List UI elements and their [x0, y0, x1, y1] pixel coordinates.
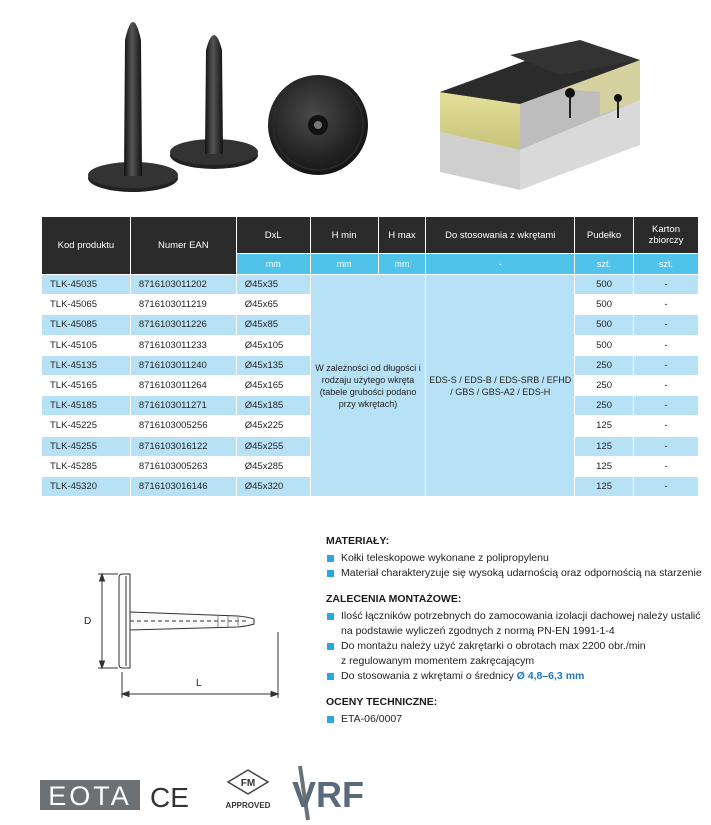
- materials-list: [326, 551, 706, 581]
- medium-fastener-image: [170, 35, 258, 169]
- cell-carton-qty: -: [634, 476, 699, 496]
- bullet-square-icon: [327, 716, 334, 723]
- roof-section-image: [440, 40, 640, 190]
- cell-ean: 8716103011271: [130, 396, 236, 416]
- cell-product-code: TLK-45035: [42, 275, 131, 295]
- cell-screws: EDS-S / EDS-B / EDS-SRB / EFHD / GBS / GBS-A2 / EDS-H: [426, 275, 575, 497]
- cell-box-qty: 500: [575, 275, 634, 295]
- unit-dxl: mm: [236, 254, 310, 275]
- cell-carton-qty: -: [634, 275, 699, 295]
- product-photos: [0, 0, 711, 210]
- cell-carton-qty: -: [634, 375, 699, 395]
- cell-product-code: TLK-45065: [42, 295, 131, 315]
- cell-carton-qty: -: [634, 315, 699, 335]
- installation-list: [326, 609, 706, 684]
- fastener-drawing: [78, 560, 288, 710]
- cell-product-code: TLK-45320: [42, 476, 131, 496]
- screw-diameter-value: Ø 4,8–6,3 mm: [516, 670, 585, 682]
- bullet-square-icon: [327, 613, 334, 620]
- product-notes: [326, 535, 706, 739]
- cell-dxl: Ø45x225: [236, 416, 310, 436]
- header-screws: Do stosowania z wkrętami: [426, 217, 575, 254]
- cell-dxl: Ø45x105: [236, 335, 310, 355]
- cell-box-qty: 500: [575, 335, 634, 355]
- cell-box-qty: 125: [575, 476, 634, 496]
- bullet-square-icon: [327, 643, 334, 650]
- cell-product-code: TLK-45135: [42, 355, 131, 375]
- cell-dxl: Ø45x165: [236, 375, 310, 395]
- header-ean: Numer EAN: [130, 217, 236, 275]
- dimension-l-label: L: [196, 678, 202, 689]
- cell-dxl: Ø45x135: [236, 355, 310, 375]
- cell-product-code: TLK-45105: [42, 335, 131, 355]
- svg-text:APPROVED: APPROVED: [225, 801, 271, 810]
- unit-box: szt.: [575, 254, 634, 275]
- list-item: Do stosowania z wkrętami o średnicy Ø 4,8–6,3 mm: [326, 669, 706, 684]
- cell-ean: 8716103011240: [130, 355, 236, 375]
- svg-text:VRF: VRF: [292, 774, 364, 815]
- fastener-disc-image: [268, 75, 368, 175]
- ratings-title: OCENY TECHNICZNE:: [326, 696, 438, 708]
- ratings-list: [326, 712, 706, 727]
- unit-screws: -: [426, 254, 575, 275]
- cell-product-code: TLK-45225: [42, 416, 131, 436]
- cell-carton-qty: -: [634, 335, 699, 355]
- cell-box-qty: 250: [575, 375, 634, 395]
- cell-dxl: Ø45x285: [236, 456, 310, 476]
- cell-carton-qty: -: [634, 295, 699, 315]
- eota-logo: [40, 780, 140, 811]
- header-box: Pudełko: [575, 217, 634, 254]
- header-product-code: Kod produktu: [42, 217, 131, 275]
- list-item: Kołki teleskopowe wykonane z polipropylenu: [326, 551, 706, 566]
- header-carton: Karton zbiorczy: [634, 217, 699, 254]
- header-hmax: H max: [378, 217, 426, 254]
- cell-carton-qty: -: [634, 416, 699, 436]
- cell-ean: 8716103011233: [130, 335, 236, 355]
- cell-ean: 8716103016146: [130, 476, 236, 496]
- cell-box-qty: 250: [575, 355, 634, 375]
- cell-ean: 8716103011264: [130, 375, 236, 395]
- unit-carton: szt.: [634, 254, 699, 275]
- svg-text:EOTA: EOTA: [48, 781, 132, 811]
- bullet-square-icon: [327, 673, 334, 680]
- cell-dxl: Ø45x85: [236, 315, 310, 335]
- cell-dxl: Ø45x255: [236, 436, 310, 456]
- list-item: Ilość łączników potrzebnych do zamocowania izolacji dachowej należy ustalić na podstawie wyliczeń zgodnych z normą PN-EN 1991-1-4: [326, 609, 706, 639]
- cell-ean: 8716103005256: [130, 416, 236, 436]
- cell-box-qty: 500: [575, 315, 634, 335]
- list-item: Do montażu należy użyć zakrętarki o obrotach max 2200 obr./min z regulowanym momentem zakręcającym: [326, 639, 706, 669]
- cell-ean: 8716103016122: [130, 436, 236, 456]
- list-item: Materiał charakteryzuje się wysoką udarnością oraz odpornością na starzenie: [326, 566, 706, 581]
- ce-mark: CE: [150, 782, 189, 813]
- cell-carton-qty: -: [634, 355, 699, 375]
- svg-text:FM: FM: [240, 778, 256, 789]
- header-dxl: DxL: [236, 217, 310, 254]
- cell-dxl: Ø45x65: [236, 295, 310, 315]
- cell-box-qty: 500: [575, 295, 634, 315]
- list-item: ETA-06/0007: [326, 712, 706, 727]
- unit-hmax: mm: [378, 254, 426, 275]
- cell-box-qty: 250: [575, 396, 634, 416]
- cell-dxl: Ø45x185: [236, 396, 310, 416]
- cell-ean: 8716103005263: [130, 456, 236, 476]
- cell-ean: 8716103011226: [130, 315, 236, 335]
- table-row: [42, 275, 699, 295]
- bullet-square-icon: [327, 570, 334, 577]
- cell-box-qty: 125: [575, 416, 634, 436]
- cell-product-code: TLK-45255: [42, 436, 131, 456]
- header-hmin: H min: [310, 217, 378, 254]
- cell-product-code: TLK-45085: [42, 315, 131, 335]
- cell-ean: 8716103011202: [130, 275, 236, 295]
- cell-h-range-note: W zależności od długości i rodzaju użytego wkręta (tabele grubości podano przy wkrętach): [310, 275, 426, 497]
- product-spec-table: [41, 216, 699, 497]
- bullet-square-icon: [327, 555, 334, 562]
- tall-fastener-image: [88, 22, 178, 192]
- cell-dxl: Ø45x320: [236, 476, 310, 496]
- fm-approved-logo: [226, 770, 271, 810]
- cell-product-code: TLK-45185: [42, 396, 131, 416]
- cell-carton-qty: -: [634, 456, 699, 476]
- certification-logos: [40, 762, 370, 822]
- cell-box-qty: 125: [575, 456, 634, 476]
- dimension-d-label: D: [84, 616, 92, 627]
- cell-box-qty: 125: [575, 436, 634, 456]
- cell-carton-qty: -: [634, 436, 699, 456]
- installation-title: ZALECENIA MONTAŻOWE:: [326, 593, 462, 605]
- vrf-logo: [292, 766, 364, 820]
- cell-dxl: Ø45x35: [236, 275, 310, 295]
- materials-title: MATERIAŁY:: [326, 535, 390, 547]
- unit-hmin: mm: [310, 254, 378, 275]
- cell-carton-qty: -: [634, 396, 699, 416]
- cell-product-code: TLK-45165: [42, 375, 131, 395]
- cell-ean: 8716103011219: [130, 295, 236, 315]
- cell-product-code: TLK-45285: [42, 456, 131, 476]
